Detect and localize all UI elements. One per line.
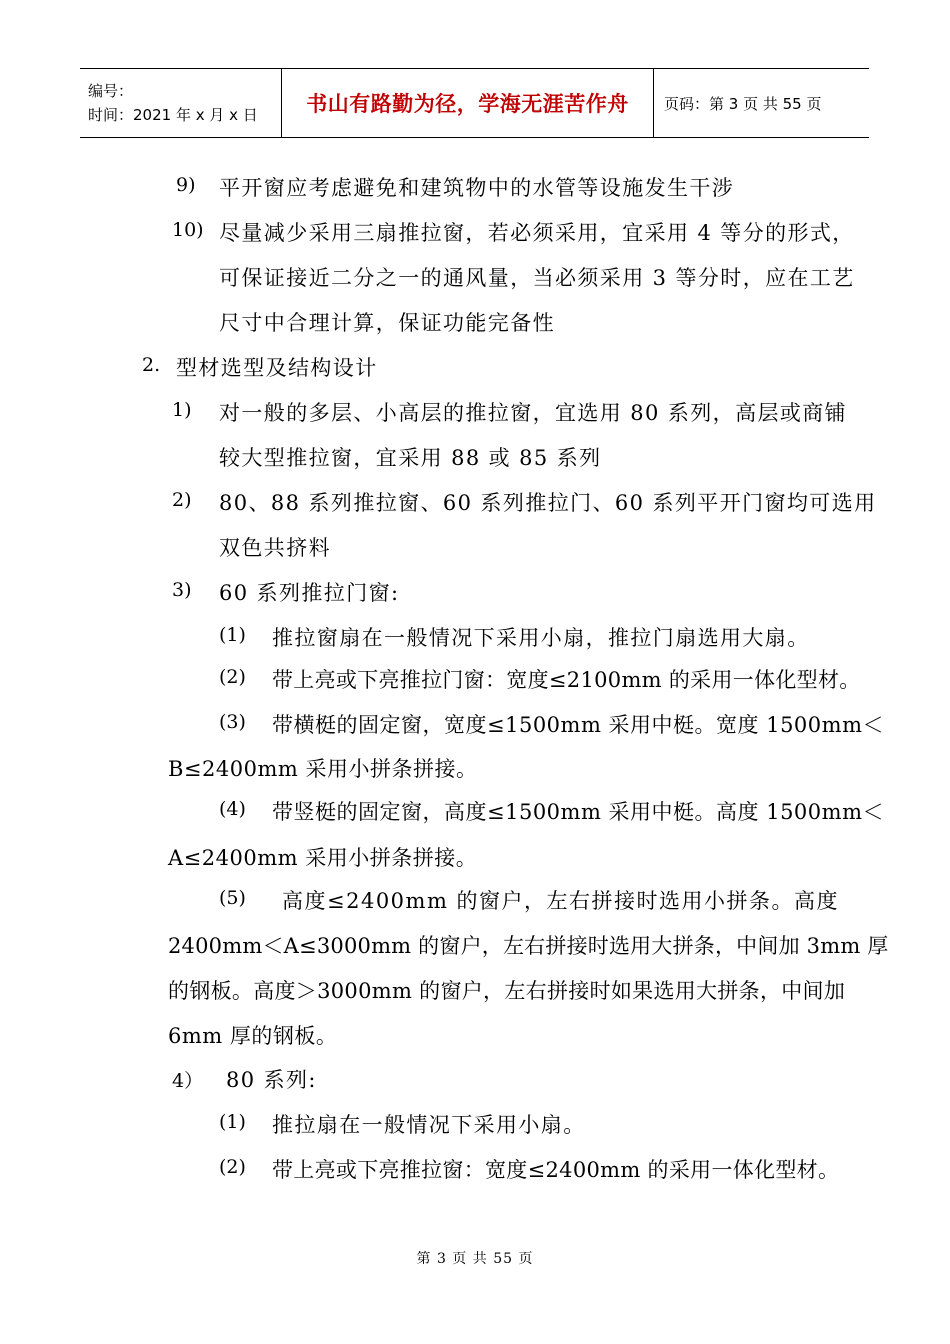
subitem-number: (4) bbox=[219, 798, 246, 820]
subitem-number: (3) bbox=[219, 711, 246, 733]
item-text: 尽量减少采用三扇推拉窗，若必须采用，宜采用 4 等分的形式， bbox=[219, 221, 855, 245]
subitem-text: 带竖梃的固定窗，高度≤1500mm 采用中梃。高度 1500mm＜ bbox=[272, 800, 884, 824]
subitem-text: 带上亮或下亮推拉窗：宽度≤2400mm 的采用一体化型材。 bbox=[272, 1158, 840, 1182]
number-label: 编号： bbox=[88, 82, 134, 100]
subitem-number: (1) bbox=[219, 624, 246, 646]
subitem-number: (2) bbox=[219, 1156, 246, 1178]
item-text: 较大型推拉窗，宜采用 88 或 85 系列 bbox=[219, 446, 602, 470]
item-text: 可保证接近二分之一的通风量，当必须采用 3 等分时，应在工艺 bbox=[219, 266, 855, 290]
item-text: 平开窗应考虑避免和建筑物中的水管等设施发生干涉 bbox=[219, 176, 735, 200]
subitem-text: 带上亮或下亮推拉门窗：宽度≤2100mm 的采用一体化型材。 bbox=[272, 668, 861, 692]
header-page-cell bbox=[654, 69, 869, 137]
item-text: 80 系列: bbox=[226, 1068, 317, 1092]
subitem-text: B≤2400mm 采用小拼条拼接。 bbox=[168, 757, 478, 781]
header-page-info: 页码：第 3 页 共 55 页 bbox=[664, 94, 822, 113]
header-meta bbox=[80, 69, 282, 137]
item-number: 9) bbox=[176, 174, 196, 196]
item-text: 尺寸中合理计算，保证功能完备性 bbox=[219, 311, 555, 335]
subitem-text: A≤2400mm 采用小拼条拼接。 bbox=[168, 846, 478, 870]
section-title: 型材选型及结构设计 bbox=[176, 356, 378, 380]
time-label: 时间：2021 年 x 月 x 日 bbox=[88, 106, 258, 124]
item-text: 双色共挤料 bbox=[219, 536, 331, 560]
subitem-number: (2) bbox=[219, 666, 246, 688]
subitem-number: (5) bbox=[219, 887, 246, 909]
subitem-text: 6mm 厚的钢板。 bbox=[168, 1024, 338, 1048]
item-text: 对一般的多层、小高层的推拉窗，宜选用 80 系列，高层或商铺 bbox=[219, 401, 848, 425]
subitem-text: 带横梃的固定窗，宽度≤1500mm 采用中梃。宽度 1500mm＜ bbox=[272, 713, 884, 737]
item-number: 2) bbox=[172, 489, 192, 511]
item-text: 60 系列推拉门窗: bbox=[219, 581, 400, 605]
subitem-number: (1) bbox=[219, 1111, 246, 1133]
item-text: 80、88 系列推拉窗、60 系列推拉门、60 系列平开门窗均可选用 bbox=[219, 491, 877, 515]
header-motto: 书山有路勤为径，学海无涯苦作舟 bbox=[306, 92, 629, 116]
item-number: 4） bbox=[172, 1070, 204, 1092]
section-number: 2. bbox=[142, 354, 161, 376]
item-number: 1) bbox=[172, 399, 192, 421]
subitem-text: 推拉扇在一般情况下采用小扇。 bbox=[272, 1113, 586, 1137]
page-footer: 第 3 页 共 55 页 bbox=[416, 1251, 534, 1267]
subitem-text: 的钢板。高度＞3000mm 的窗户，左右拼接时如果选用大拼条，中间加 bbox=[168, 979, 846, 1003]
page-header bbox=[80, 68, 869, 138]
item-number: 10) bbox=[172, 219, 204, 241]
subitem-text: 推拉窗扇在一般情况下采用小扇，推拉门扇选用大扇。 bbox=[272, 626, 810, 650]
header-motto-cell bbox=[282, 69, 654, 137]
subitem-text: 2400mm＜A≤3000mm 的窗户，左右拼接时选用大拼条，中间加 3mm 厚 bbox=[168, 934, 889, 958]
item-number: 3) bbox=[172, 579, 192, 601]
subitem-text: 高度≤2400mm 的窗户，左右拼接时选用小拼条。高度 bbox=[282, 889, 840, 913]
